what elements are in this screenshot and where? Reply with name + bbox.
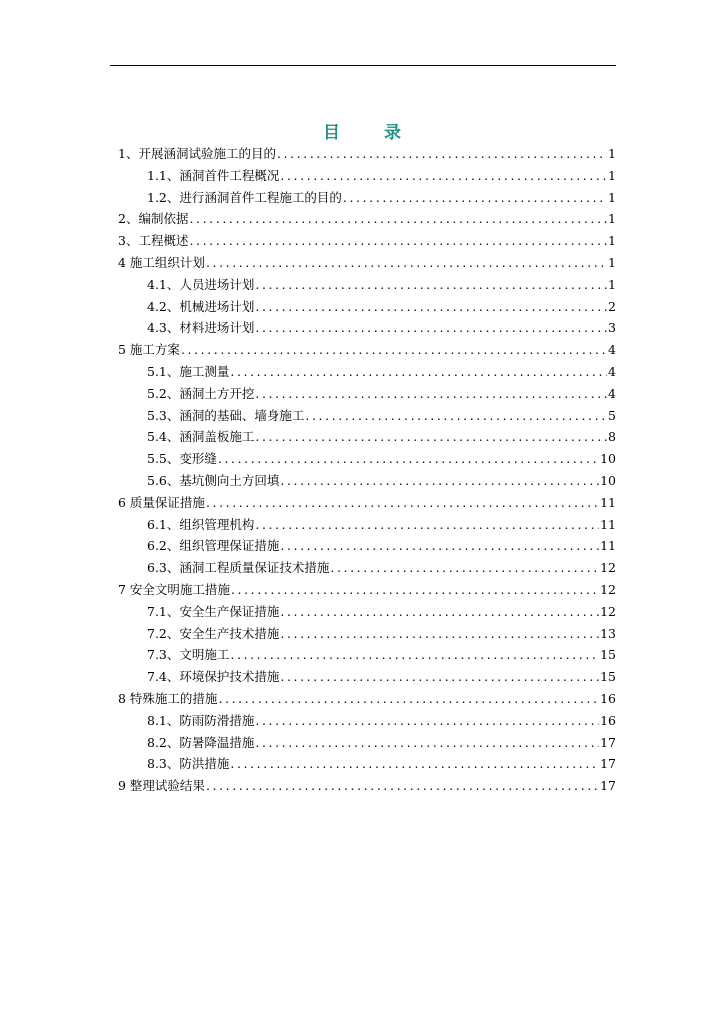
toc-entry[interactable]	[118, 230, 616, 252]
toc-entry[interactable]	[118, 187, 616, 209]
toc-entry-label: 7.4、环境保护技术措施	[147, 669, 280, 685]
toc-entry-page-number: 17	[600, 756, 616, 772]
toc-entry-page-number: 16	[600, 690, 616, 706]
toc-entry-page-number: 10	[600, 451, 616, 467]
toc-entry-label: 8 特殊施工的措施	[118, 690, 218, 706]
toc-entry-label: 4.1、人员进场计划	[147, 276, 255, 292]
toc-entry[interactable]	[118, 644, 616, 666]
toc-entry-page-number: 11	[600, 538, 616, 554]
toc-entry-page-number: 11	[600, 494, 616, 510]
toc-title-char-2: 录	[384, 123, 401, 143]
toc-entry-page-number: 1	[608, 146, 616, 161]
toc-entry-label: 4.2、机械进场计划	[147, 298, 255, 314]
toc-entry-label: 5.3、涵洞的基础、墙身施工	[147, 407, 305, 423]
toc-entry-page-number: 1	[608, 189, 616, 205]
toc-entry[interactable]	[118, 732, 616, 754]
toc-dot-leader	[206, 492, 599, 514]
toc-dot-leader	[206, 252, 607, 274]
toc-entry[interactable]	[118, 514, 616, 536]
toc-entry[interactable]	[118, 492, 616, 514]
toc-entry-page-number: 12	[600, 581, 616, 597]
toc-entry-label: 6.3、涵洞工程质量保证技术措施	[147, 560, 330, 576]
toc-dot-leader	[230, 361, 607, 383]
toc-entry[interactable]	[118, 623, 616, 645]
toc-entry-page-number: 8	[608, 429, 616, 445]
toc-entry-page-number: 11	[600, 516, 616, 532]
toc-entry-page-number: 1	[608, 167, 616, 183]
toc-entry-label: 5.4、涵洞盖板施工	[147, 429, 255, 445]
toc-entry-page-number: 12	[600, 560, 616, 576]
toc-entry-page-number: 2	[608, 298, 616, 314]
toc-dot-leader	[255, 710, 599, 732]
toc-entry[interactable]	[118, 143, 616, 165]
toc-dot-leader	[181, 339, 607, 361]
toc-entry-label: 1.1、涵洞首件工程概况	[147, 167, 280, 183]
toc-entry-label: 6.2、组织管理保证措施	[147, 538, 280, 554]
toc-entry-page-number: 4	[608, 342, 616, 358]
toc-entry-label: 8.1、防雨防滑措施	[147, 712, 255, 728]
toc-entry[interactable]	[118, 601, 616, 623]
toc-entry-page-number: 15	[600, 647, 616, 663]
toc-dot-leader	[231, 579, 599, 601]
toc-entry-page-number: 12	[600, 603, 616, 619]
toc-entry[interactable]	[118, 535, 616, 557]
toc-entry[interactable]	[118, 274, 616, 296]
toc-entry-label: 5.5、变形缝	[147, 451, 217, 467]
toc-dot-leader	[189, 230, 607, 252]
toc-entry-page-number: 16	[600, 712, 616, 728]
toc-entry[interactable]	[118, 405, 616, 427]
toc-dot-leader	[206, 775, 599, 797]
toc-entry-label: 5.6、基坑侧向土方回填	[147, 472, 280, 488]
toc-dot-leader	[218, 448, 599, 470]
toc-entry-label: 7.1、安全生产保证措施	[147, 603, 280, 619]
toc-entry[interactable]	[118, 252, 616, 274]
toc-entry-page-number: 1	[608, 233, 616, 249]
toc-entry-label: 6.1、组织管理机构	[147, 516, 255, 532]
toc-entry-label: 4 施工组织计划	[118, 254, 205, 270]
toc-dot-leader	[255, 296, 607, 318]
toc-entry-label: 9 整理试验结果	[118, 778, 205, 794]
toc-entry[interactable]	[118, 557, 616, 579]
toc-entry-label: 7.3、文明施工	[147, 647, 230, 663]
toc-entry-label: 1.2、进行涵洞首件工程施工的目的	[147, 189, 342, 205]
toc-entry-label: 5 施工方案	[118, 342, 180, 358]
toc-dot-leader	[280, 165, 607, 187]
toc-entry[interactable]	[118, 426, 616, 448]
toc-dot-leader	[255, 426, 607, 448]
toc-entry[interactable]	[118, 165, 616, 187]
toc-entry[interactable]	[118, 753, 616, 775]
toc-title-char-1: 目	[323, 123, 340, 143]
toc-entry[interactable]	[118, 208, 616, 230]
toc-entry[interactable]	[118, 296, 616, 318]
toc-entry[interactable]	[118, 688, 616, 710]
toc-entry[interactable]	[118, 361, 616, 383]
toc-dot-leader	[230, 753, 599, 775]
toc-entry-label: 4.3、材料进场计划	[147, 320, 255, 336]
toc-dot-leader	[255, 514, 599, 536]
toc-entry-label: 8.2、防暑降温措施	[147, 734, 255, 750]
toc-entry-label: 6 质量保证措施	[118, 494, 205, 510]
header-rule	[110, 65, 616, 66]
toc-entry-label: 5.1、施工测量	[147, 363, 230, 379]
toc-entry-page-number: 10	[600, 472, 616, 488]
toc-entry-page-number: 13	[600, 625, 616, 641]
toc-entry-page-number: 15	[600, 669, 616, 685]
toc-dot-leader	[255, 274, 607, 296]
toc-entry[interactable]	[118, 317, 616, 339]
toc-dot-leader	[280, 623, 599, 645]
toc-dot-leader	[255, 383, 607, 405]
toc-entry[interactable]	[118, 383, 616, 405]
toc-entry-page-number: 1	[608, 254, 616, 270]
toc-entry-page-number: 17	[600, 734, 616, 750]
toc-dot-leader	[280, 470, 599, 492]
toc-dot-leader	[218, 688, 599, 710]
toc-entry-label: 2、编制依据	[118, 211, 189, 227]
toc-entry-page-number: 4	[608, 385, 616, 401]
toc-entry[interactable]	[118, 339, 616, 361]
toc-entry[interactable]	[118, 470, 616, 492]
toc-entry-label: 1、开展涵洞试验施工的目的	[118, 146, 276, 161]
toc-dot-leader	[280, 535, 599, 557]
toc-entry[interactable]	[118, 666, 616, 688]
toc-entry-page-number: 4	[608, 363, 616, 379]
toc-dot-leader	[277, 143, 607, 165]
toc-dot-leader	[280, 601, 599, 623]
toc-dot-leader	[305, 405, 607, 427]
toc-dot-leader	[343, 187, 607, 209]
toc-entry-page-number: 3	[608, 320, 616, 336]
toc-dot-leader	[189, 208, 607, 230]
toc-entry-page-number: 1	[608, 276, 616, 292]
toc-list	[118, 143, 616, 797]
toc-entry-label: 5.2、涵洞土方开挖	[147, 385, 255, 401]
toc-entry-page-number: 5	[608, 407, 616, 423]
toc-entry[interactable]	[118, 448, 616, 470]
toc-dot-leader	[230, 644, 599, 666]
toc-entry-page-number: 17	[600, 778, 616, 794]
toc-dot-leader	[330, 557, 599, 579]
toc-entry-page-number: 1	[608, 211, 616, 227]
toc-entry[interactable]	[118, 775, 616, 797]
toc-dot-leader	[280, 666, 599, 688]
toc-entry-label: 8.3、防洪措施	[147, 756, 230, 772]
toc-entry-label: 7 安全文明施工措施	[118, 581, 230, 597]
toc-entry[interactable]	[118, 579, 616, 601]
toc-dot-leader	[255, 732, 599, 754]
toc-entry[interactable]	[118, 710, 616, 732]
toc-entry-label: 7.2、安全生产技术措施	[147, 625, 280, 641]
toc-dot-leader	[255, 317, 607, 339]
toc-entry-label: 3、工程概述	[118, 233, 189, 249]
